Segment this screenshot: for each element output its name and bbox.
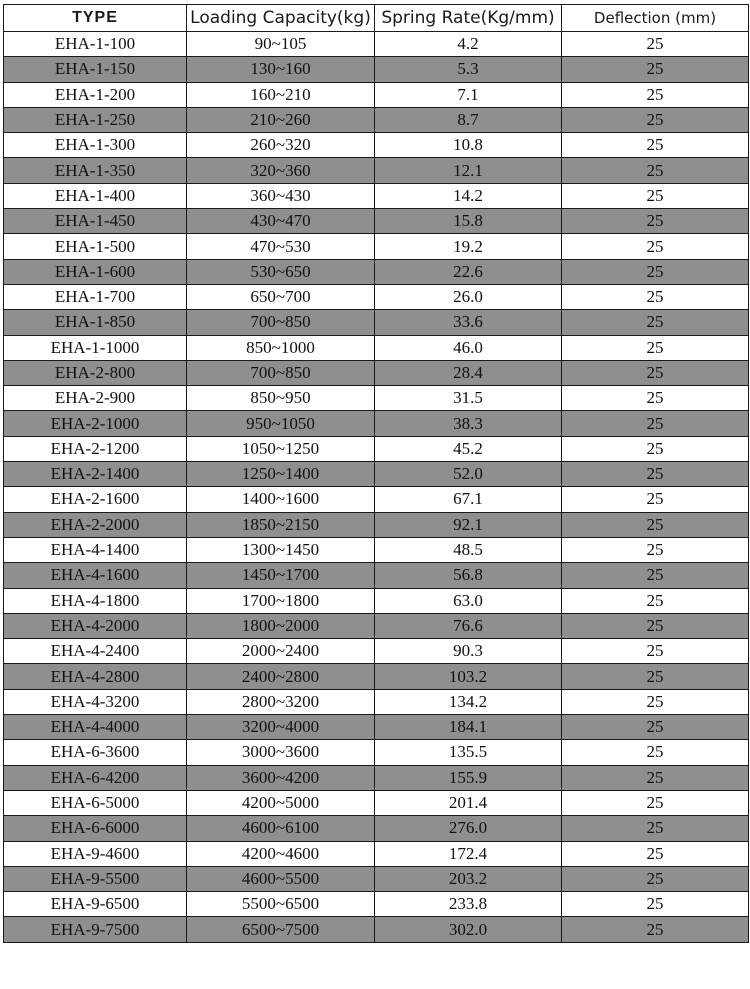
table-row <box>4 386 749 411</box>
spring-rate-cell: 12.1 <box>375 158 562 183</box>
deflection-cell: 25 <box>562 32 749 57</box>
deflection-cell: 25 <box>562 209 749 234</box>
spring-rate-cell: 52.0 <box>375 462 562 487</box>
type-cell: EHA-1-350 <box>4 158 187 183</box>
deflection-cell: 25 <box>562 892 749 917</box>
spring-rate-cell: 67.1 <box>375 487 562 512</box>
type-cell: EHA-9-5500 <box>4 866 187 891</box>
table-row <box>4 107 749 132</box>
type-cell: EHA-2-1600 <box>4 487 187 512</box>
type-cell: EHA-6-5000 <box>4 790 187 815</box>
spring-rate-cell: 92.1 <box>375 512 562 537</box>
loading-capacity-cell: 470~530 <box>187 234 375 259</box>
loading-capacity-cell: 360~430 <box>187 183 375 208</box>
loading-capacity-cell: 1300~1450 <box>187 537 375 562</box>
spring-rate-cell: 14.2 <box>375 183 562 208</box>
loading-capacity-cell: 850~950 <box>187 386 375 411</box>
spring-rate-cell: 135.5 <box>375 740 562 765</box>
deflection-cell: 25 <box>562 664 749 689</box>
type-cell: EHA-2-800 <box>4 360 187 385</box>
loading-capacity-cell: 950~1050 <box>187 411 375 436</box>
loading-capacity-cell: 6500~7500 <box>187 917 375 942</box>
spring-rate-cell: 28.4 <box>375 360 562 385</box>
type-cell: EHA-1-300 <box>4 133 187 158</box>
loading-capacity-cell: 430~470 <box>187 209 375 234</box>
table-row <box>4 866 749 891</box>
spec-table <box>3 4 749 943</box>
spring-rate-cell: 38.3 <box>375 411 562 436</box>
type-cell: EHA-4-2000 <box>4 613 187 638</box>
deflection-cell: 25 <box>562 563 749 588</box>
loading-capacity-cell: 2000~2400 <box>187 639 375 664</box>
spring-rate-cell: 203.2 <box>375 866 562 891</box>
type-cell: EHA-1-500 <box>4 234 187 259</box>
spring-rate-cell: 134.2 <box>375 689 562 714</box>
loading-capacity-cell: 260~320 <box>187 133 375 158</box>
spring-rate-cell: 31.5 <box>375 386 562 411</box>
spring-rate-cell: 56.8 <box>375 563 562 588</box>
spring-rate-cell: 76.6 <box>375 613 562 638</box>
deflection-cell: 25 <box>562 436 749 461</box>
type-cell: EHA-1-850 <box>4 310 187 335</box>
loading-capacity-cell: 2400~2800 <box>187 664 375 689</box>
deflection-cell: 25 <box>562 462 749 487</box>
table-row <box>4 487 749 512</box>
type-cell: EHA-2-1400 <box>4 462 187 487</box>
type-cell: EHA-1-200 <box>4 82 187 107</box>
header-deflection: Deflection (mm) <box>562 5 749 32</box>
type-cell: EHA-1-400 <box>4 183 187 208</box>
spring-rate-cell: 63.0 <box>375 588 562 613</box>
table-row <box>4 765 749 790</box>
type-cell: EHA-1-250 <box>4 107 187 132</box>
deflection-cell: 25 <box>562 107 749 132</box>
spring-rate-cell: 48.5 <box>375 537 562 562</box>
loading-capacity-cell: 1400~1600 <box>187 487 375 512</box>
loading-capacity-cell: 850~1000 <box>187 335 375 360</box>
type-cell: EHA-1-150 <box>4 57 187 82</box>
loading-capacity-cell: 160~210 <box>187 82 375 107</box>
table-row <box>4 664 749 689</box>
deflection-cell: 25 <box>562 183 749 208</box>
type-cell: EHA-4-2400 <box>4 639 187 664</box>
loading-capacity-cell: 320~360 <box>187 158 375 183</box>
deflection-cell: 25 <box>562 512 749 537</box>
deflection-cell: 25 <box>562 790 749 815</box>
deflection-cell: 25 <box>562 866 749 891</box>
type-cell: EHA-4-1600 <box>4 563 187 588</box>
deflection-cell: 25 <box>562 259 749 284</box>
table-row <box>4 133 749 158</box>
deflection-cell: 25 <box>562 234 749 259</box>
table-row <box>4 82 749 107</box>
loading-capacity-cell: 530~650 <box>187 259 375 284</box>
spring-rate-cell: 90.3 <box>375 639 562 664</box>
deflection-cell: 25 <box>562 487 749 512</box>
table-row <box>4 563 749 588</box>
deflection-cell: 25 <box>562 639 749 664</box>
spring-rate-cell: 184.1 <box>375 715 562 740</box>
deflection-cell: 25 <box>562 57 749 82</box>
type-cell: EHA-2-2000 <box>4 512 187 537</box>
table-row <box>4 613 749 638</box>
loading-capacity-cell: 1700~1800 <box>187 588 375 613</box>
loading-capacity-cell: 2800~3200 <box>187 689 375 714</box>
loading-capacity-cell: 4600~6100 <box>187 816 375 841</box>
table-row <box>4 917 749 942</box>
table-row <box>4 740 749 765</box>
header-spring-rate: Spring Rate(Kg/mm) <box>375 5 562 32</box>
deflection-cell: 25 <box>562 360 749 385</box>
type-cell: EHA-6-4200 <box>4 765 187 790</box>
spring-rate-cell: 302.0 <box>375 917 562 942</box>
table-row <box>4 790 749 815</box>
table-row <box>4 259 749 284</box>
deflection-cell: 25 <box>562 841 749 866</box>
deflection-cell: 25 <box>562 133 749 158</box>
spring-rate-cell: 10.8 <box>375 133 562 158</box>
deflection-cell: 25 <box>562 158 749 183</box>
spring-rate-cell: 46.0 <box>375 335 562 360</box>
table-row <box>4 512 749 537</box>
loading-capacity-cell: 700~850 <box>187 360 375 385</box>
table-row <box>4 816 749 841</box>
spring-rate-cell: 233.8 <box>375 892 562 917</box>
spring-rate-cell: 201.4 <box>375 790 562 815</box>
deflection-cell: 25 <box>562 335 749 360</box>
type-cell: EHA-4-4000 <box>4 715 187 740</box>
deflection-cell: 25 <box>562 310 749 335</box>
table-row <box>4 841 749 866</box>
loading-capacity-cell: 1800~2000 <box>187 613 375 638</box>
loading-capacity-cell: 5500~6500 <box>187 892 375 917</box>
table-row <box>4 892 749 917</box>
deflection-cell: 25 <box>562 715 749 740</box>
table-row <box>4 436 749 461</box>
type-cell: EHA-1-450 <box>4 209 187 234</box>
type-cell: EHA-4-1800 <box>4 588 187 613</box>
type-cell: EHA-1-1000 <box>4 335 187 360</box>
type-cell: EHA-9-7500 <box>4 917 187 942</box>
spring-rate-cell: 8.7 <box>375 107 562 132</box>
deflection-cell: 25 <box>562 765 749 790</box>
loading-capacity-cell: 4200~4600 <box>187 841 375 866</box>
deflection-cell: 25 <box>562 816 749 841</box>
deflection-cell: 25 <box>562 740 749 765</box>
table-row <box>4 183 749 208</box>
loading-capacity-cell: 1850~2150 <box>187 512 375 537</box>
table-row <box>4 310 749 335</box>
spring-rate-cell: 26.0 <box>375 284 562 309</box>
loading-capacity-cell: 3000~3600 <box>187 740 375 765</box>
type-cell: EHA-1-600 <box>4 259 187 284</box>
table-row <box>4 158 749 183</box>
spring-rate-cell: 276.0 <box>375 816 562 841</box>
loading-capacity-cell: 4600~5500 <box>187 866 375 891</box>
deflection-cell: 25 <box>562 917 749 942</box>
table-row <box>4 234 749 259</box>
header-type: TYPE <box>4 5 187 32</box>
type-cell: EHA-2-1000 <box>4 411 187 436</box>
table-row <box>4 209 749 234</box>
table-row <box>4 360 749 385</box>
header-loading-capacity: Loading Capacity(kg) <box>187 5 375 32</box>
type-cell: EHA-6-3600 <box>4 740 187 765</box>
table-row <box>4 462 749 487</box>
type-cell: EHA-2-900 <box>4 386 187 411</box>
type-cell: EHA-1-100 <box>4 32 187 57</box>
loading-capacity-cell: 700~850 <box>187 310 375 335</box>
type-cell: EHA-9-6500 <box>4 892 187 917</box>
spring-rate-cell: 33.6 <box>375 310 562 335</box>
spring-rate-cell: 4.2 <box>375 32 562 57</box>
spring-rate-cell: 155.9 <box>375 765 562 790</box>
spring-rate-cell: 22.6 <box>375 259 562 284</box>
deflection-cell: 25 <box>562 411 749 436</box>
type-cell: EHA-9-4600 <box>4 841 187 866</box>
loading-capacity-cell: 130~160 <box>187 57 375 82</box>
spring-rate-cell: 15.8 <box>375 209 562 234</box>
table-row <box>4 32 749 57</box>
type-cell: EHA-4-3200 <box>4 689 187 714</box>
deflection-cell: 25 <box>562 386 749 411</box>
deflection-cell: 25 <box>562 82 749 107</box>
loading-capacity-cell: 90~105 <box>187 32 375 57</box>
spring-rate-cell: 172.4 <box>375 841 562 866</box>
table-row <box>4 411 749 436</box>
deflection-cell: 25 <box>562 613 749 638</box>
type-cell: EHA-4-2800 <box>4 664 187 689</box>
deflection-cell: 25 <box>562 588 749 613</box>
table-row <box>4 588 749 613</box>
type-cell: EHA-1-700 <box>4 284 187 309</box>
table-row <box>4 284 749 309</box>
header-row <box>4 5 749 32</box>
spring-rate-cell: 19.2 <box>375 234 562 259</box>
deflection-cell: 25 <box>562 689 749 714</box>
loading-capacity-cell: 650~700 <box>187 284 375 309</box>
table-row <box>4 537 749 562</box>
loading-capacity-cell: 210~260 <box>187 107 375 132</box>
loading-capacity-cell: 3200~4000 <box>187 715 375 740</box>
type-cell: EHA-6-6000 <box>4 816 187 841</box>
loading-capacity-cell: 1450~1700 <box>187 563 375 588</box>
table-row <box>4 57 749 82</box>
deflection-cell: 25 <box>562 284 749 309</box>
spring-rate-cell: 5.3 <box>375 57 562 82</box>
type-cell: EHA-2-1200 <box>4 436 187 461</box>
spring-rate-cell: 45.2 <box>375 436 562 461</box>
loading-capacity-cell: 1050~1250 <box>187 436 375 461</box>
deflection-cell: 25 <box>562 537 749 562</box>
table-row <box>4 715 749 740</box>
table-row <box>4 639 749 664</box>
spring-rate-cell: 7.1 <box>375 82 562 107</box>
spring-rate-cell: 103.2 <box>375 664 562 689</box>
table-row <box>4 335 749 360</box>
loading-capacity-cell: 1250~1400 <box>187 462 375 487</box>
table-row <box>4 689 749 714</box>
table-body <box>4 32 749 943</box>
loading-capacity-cell: 4200~5000 <box>187 790 375 815</box>
loading-capacity-cell: 3600~4200 <box>187 765 375 790</box>
type-cell: EHA-4-1400 <box>4 537 187 562</box>
